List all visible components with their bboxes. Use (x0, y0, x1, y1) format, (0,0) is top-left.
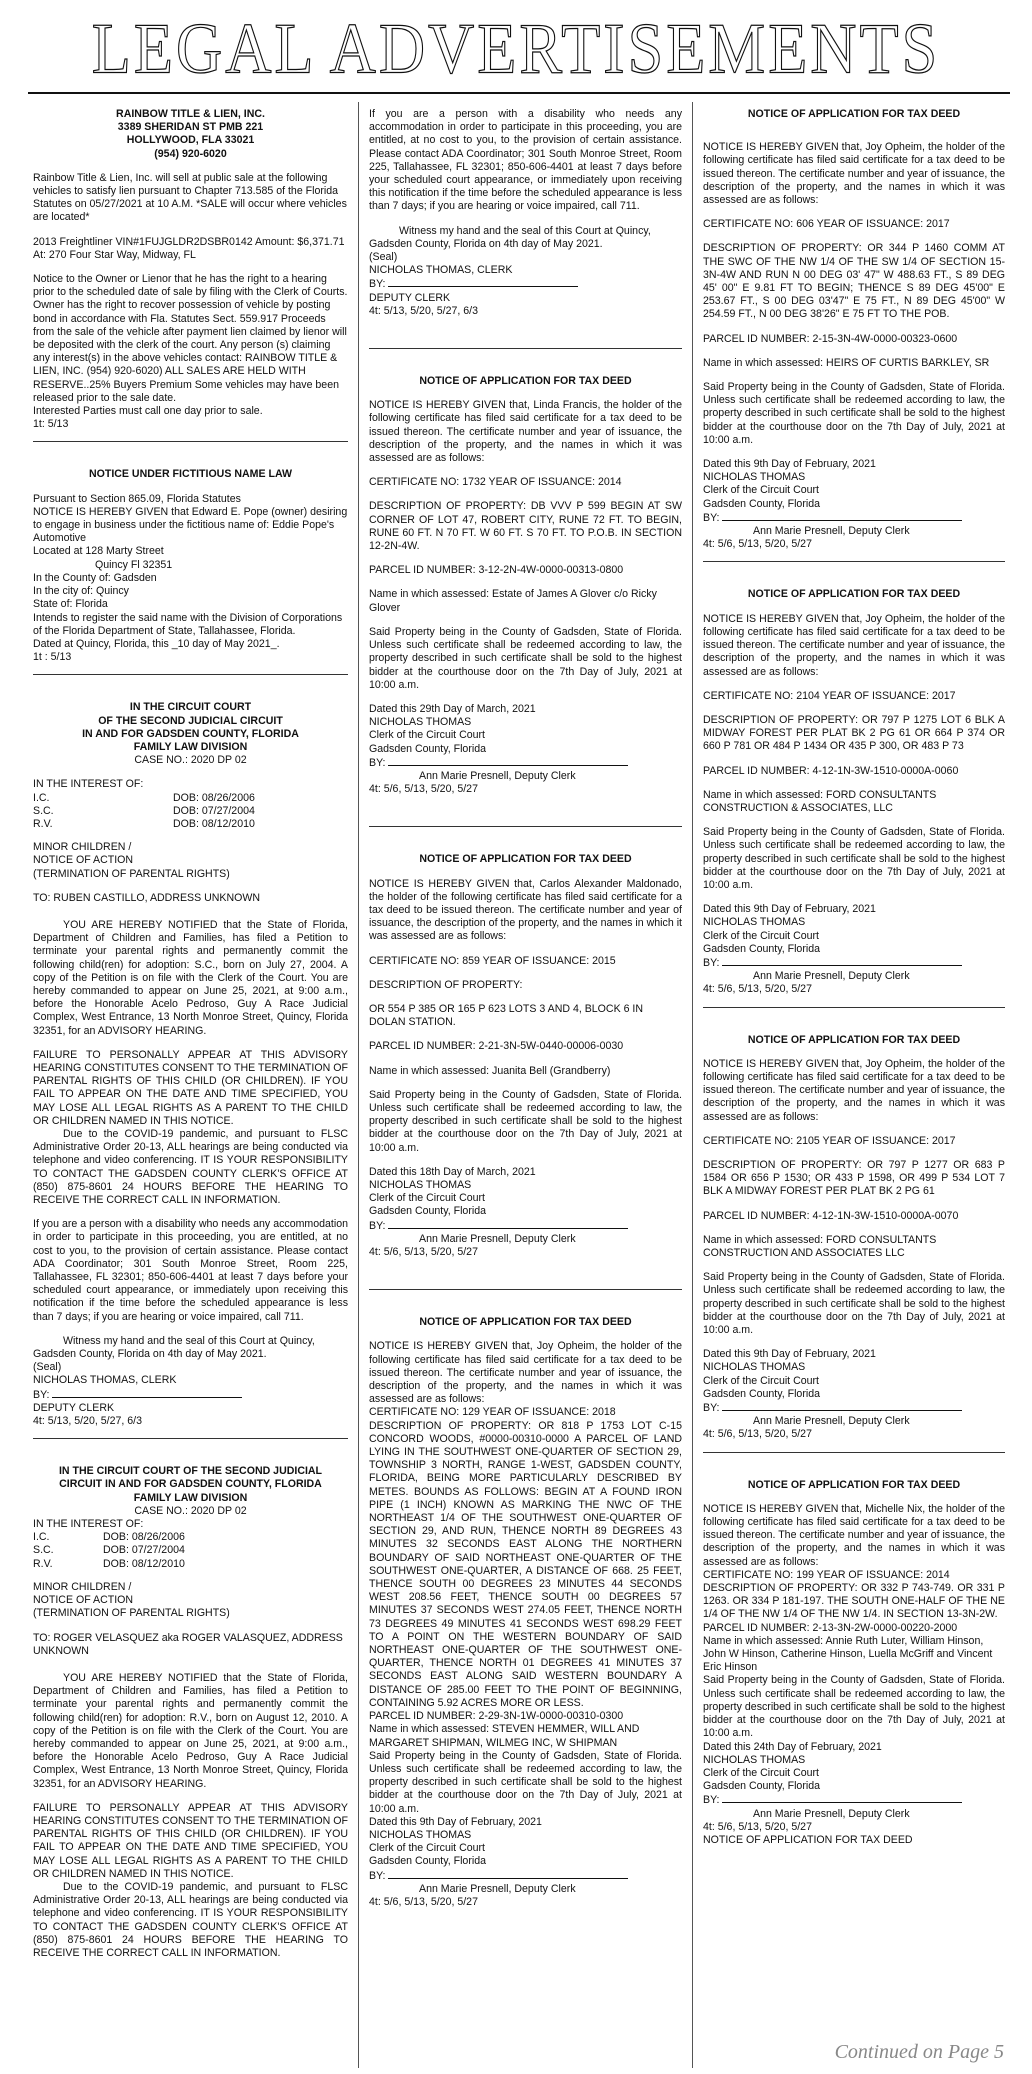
ad-header (33, 108, 348, 161)
clerk-title: Clerk of the Circuit Court (369, 1192, 485, 1205)
column-divider (358, 102, 359, 2068)
ad-text: (Seal) (369, 251, 398, 264)
ad-text: YOU ARE HEREBY NOTIFIED that the State of Florida, Department of Children and Families, has filed a Petition to terminate your parental rights and permanently commit the following child(ren) for adoption: R.V., born on August 12, 2010. A copy of the Petition is on file with the Clerk of the Court. You are hereby commanded to appear on June 25, 2021, at 9:00 a.m., before the Honorable Acelo Pedroso, Guy A Race Judicial Complex, West Entrance, 13 North Monroe Street, Quincy, Florida 32351, for an ADVISORY HEARING. (33, 1671, 348, 1790)
header-line: (954) 920-6020 (154, 147, 227, 160)
property-description: DESCRIPTION OF PROPERTY: OR 797 P 1275 LOT 6 BLK A MIDWAY FOREST PER PLAT BK 2 PG 61 OR 664 P 374 OR 660 P 781 OR 484 P 1434 OR 435 P 300, OR 483 P 73 (703, 713, 1005, 753)
child-initials: R.V. (33, 817, 53, 830)
deputy-clerk: Ann Marie Presnell, Deputy Clerk (753, 970, 910, 983)
run-dates: 4t: 5/6, 5/13, 5/20, 5/27 (703, 983, 812, 996)
ad-text: Due to the COVID-19 pandemic, and pursuant to FLSC Administrative Order 20-13, ALL hearings are being conducted via telephone and video conferencing. IT IS YOUR RESPONSIBILITY TO CONTACT THE GADSDEN COUNTY CLERK'S OFFICE AT (850) 875-8601 24 HOURS BEFORE THE HEARING TO RECEIVE THE CORRECT CALL IN INFORMATION. (33, 1880, 348, 1959)
deputy-clerk: Ann Marie Presnell, Deputy Clerk (753, 1415, 910, 1428)
child-initials: R.V. (33, 1557, 53, 1570)
ad-title: NOTICE OF APPLICATION FOR TAX DEED (419, 1316, 632, 1329)
ad-tax-deed-nix (703, 1479, 1005, 1847)
dated: Dated this 9th Day of February, 2021 (703, 903, 876, 916)
ad-text: NOTICE IS HEREBY GIVEN that, Joy Opheim, the holder of the following certificate has filed said certificate for a tax deed to be issued thereon. The certificate number and year of issuance, the description of the property, and the names in which it was assessed are as follows: (703, 141, 1005, 207)
assessed-name: Name in which assessed: Annie Ruth Luter, William Hinson, John W Hinson, Catherine Hinson, Luella McGriff and Vincent Eric Hinson (703, 1634, 993, 1674)
run-dates: 4t: 5/13, 5/20, 5/27, 6/3 (33, 1415, 142, 1428)
child-dob: DOB: 08/12/2010 (103, 1557, 185, 1570)
ad-text: Witness my hand and the seal of this Court at Quincy, Gadsden County, Florida on 4th day of May 2021. (33, 1334, 315, 1361)
ad-tax-deed-maldonado (369, 853, 682, 1259)
page-title: LEGAL ADVERTISEMENTS (91, 8, 941, 89)
ad-title: NOTICE OF APPLICATION FOR TAX DEED (747, 1033, 961, 1046)
clerk-title: Clerk of the Circuit Court (369, 1842, 485, 1855)
ad-header (33, 701, 348, 754)
ad-text: Said Property being in the County of Gadsden, State of Florida. Unless such certificate shall be redeemed according to law, the property described in such certificate shall be sold to the highest bidder at the courthouse door on the 7th Day of July, 2021 at 10:00 a.m. (369, 1088, 682, 1154)
ad-text: NOTICE IS HEREBY GIVEN that, Joy Opheim, the holder of the following certificate has filed said certificate for a tax deed to be issued thereon. The certificate number and year of issuance, the description of the property, and the names in which it was assessed are as follows: (703, 1057, 1005, 1123)
run-dates: 4t: 5/13, 5/20, 5/27, 6/3 (369, 304, 478, 317)
deputy-clerk: Ann Marie Presnell, Deputy Clerk (419, 769, 576, 782)
parcel-id: PARCEL ID NUMBER: 3-12-2N-4W-0000-00313-0800 (369, 564, 624, 577)
signature-line: BY: (369, 277, 682, 291)
dated: Dated this 29th Day of March, 2021 (369, 702, 536, 715)
signature-line: BY: (703, 1793, 1005, 1807)
ad-text: DEPUTY CLERK (33, 1401, 115, 1414)
clerk-name: NICHOLAS THOMAS (703, 1361, 806, 1374)
parcel-id: PARCEL ID NUMBER: 4-12-1N-3W-1510-0000A-0070 (703, 1209, 959, 1222)
ad-text: Rainbow Title & Lien, Inc. will sell at public sale at the following vehicles to satisfy lien pursuant to Chapter 713.585 of the Florida Statutes on 05/27/2021 at 10 A.M. *SALE will occur where vehicles are located* (33, 171, 347, 224)
signature-line: BY: (703, 511, 1005, 525)
ad-text: Quincy Fl 32351 (95, 558, 173, 571)
ad-text: Notice to the Owner or Lienor that he has the right to a hearing prior to the scheduled date of sale by filing with the Clerk of Courts. Owner has the right to recover possession of vehicle by posting bond in accordance with Fla. Statutes Sect. 559.917 Proceeds from the sale of the vehicle after payment lien claimed by lienor will be deposited with the clerk of the court. Any person (s) claiming any interest(s) in the above vehicles contact: RAINBOW TITLE & LIEN, INC. (954) 920-6020) ALL SALES ARE HELD WITH RESERVE..25% Buyers Premium Some vehicles may have been released prior to the sale date. (33, 273, 348, 404)
run-dates: 1t : 5/13 (33, 651, 72, 664)
parcel-id: PARCEL ID NUMBER: 2-15-3N-4W-0000-00323-0600 (703, 332, 958, 345)
ad-text: NOTICE IS HEREBY GIVEN that, Carlos Alexander Maldonado, the holder of the following certificate has filed said certificate for a tax deed to be issued thereon. The certificate number and year of issuance, the description of the property, and the names in which it was assessed are as follows: (369, 877, 682, 943)
ad-text: Dated at Quincy, Florida, this _10 day of May 2021_. (33, 637, 280, 650)
parcel-id: PARCEL ID NUMBER: 4-12-1N-3W-1510-0000A-0060 (703, 764, 959, 777)
ad-text: If you are a person with a disability who needs any accommodation in order to participate in this proceeding, you are entitled, at no cost to you, to the provision of certain assistance. Please contact ADA Coordinator; 301 South Monroe Street, Room 225, Tallahassee, FL 32301; 850-606-4401 at least 7 days before your scheduled court appearance, or immediately upon receiving this notification if the time before the scheduled appearance is less than 7 days; if you are hearing or voice impaired, call 711. (33, 1218, 348, 1323)
clerk-name: NICHOLAS THOMAS (369, 1178, 472, 1191)
ad-text: NOTICE IS HEREBY GIVEN that, Joy Opheim, the holder of the following certificate has filed said certificate for a tax deed to be issued thereon. The certificate number and year of issuance, the description of the property, and the names in which it was assessed are as follows: (703, 612, 1005, 678)
dated: Dated this 24th Day of February, 2021 (703, 1740, 882, 1753)
child-initials: I.C. (33, 1531, 50, 1544)
header-line: IN AND FOR GADSDEN COUNTY, FLORIDA (82, 727, 299, 740)
property-description: DESCRIPTION OF PROPERTY: OR 797 P 1277 OR 683 P 1584 OR 656 P 1530; OR 433 P 1598, OR 499 P 534 LOT 7 BLK A MIDWAY FOREST PER PLAT BK 2 PG 61 (703, 1158, 1005, 1198)
ad-text: Interested Parties must call one day prior to sale. (33, 405, 263, 418)
ad-text: NICHOLAS THOMAS, CLERK (369, 264, 513, 277)
deputy-clerk: Ann Marie Presnell, Deputy Clerk (419, 1882, 576, 1895)
ad-text: Due to the COVID-19 pandemic, and pursuant to FLSC Administrative Order 20-13, ALL hearings are being conducted via telephone and video conferencing. IT IS YOUR RESPONSIBILITY TO CONTACT THE GADSDEN COUNTY CLERK'S OFFICE AT (850) 875-8601 24 HOURS BEFORE THE HEARING TO RECEIVE THE CORRECT CALL IN INFORMATION. (33, 1128, 348, 1207)
run-dates: 4t: 5/6, 5/13, 5/20, 5/27 (703, 1428, 812, 1441)
child-dob: DOB: 08/12/2010 (173, 817, 255, 830)
clerk-title: Clerk of the Circuit Court (703, 1766, 819, 1779)
clerk-title: Clerk of the Circuit Court (369, 729, 485, 742)
property-description: DESCRIPTION OF PROPERTY: OR 344 P 1460 COMM AT THE SWC OF THE NW 1/4 OF THE SW 1/4 OF SECTION 15-3N-4W AND RUN N 00 DEG 03' 47" W 488.63 FT., S 89 DEG 45' 00" E 9.81 FT TO BEGIN; THENCE S 89 DEG 45'00" E 253.67 FT., S 00 DEG 03'47" E 75 FT., N 89 DEG 45'00" W 254.59 FT., N 00 DEG 38'26" E 75 FT TO THE POB. (703, 242, 1005, 321)
column-divider (692, 102, 693, 2068)
child-row (33, 1558, 348, 1571)
ad-text: In the County of: Gadsden (33, 571, 157, 584)
ad-title: NOTICE OF APPLICATION FOR TAX DEED (419, 853, 632, 866)
parcel-id: PARCEL ID NUMBER: 2-21-3N-5W-0440-00006-0030 (369, 1040, 624, 1053)
ad-text: Said Property being in the County of Gadsden, State of Florida. Unless such certificate shall be redeemed according to law, the property described in such certificate shall be sold to the highest bidder at the courthouse door on the 7th Day of July, 2021 at 10:00 a.m. (369, 1749, 682, 1815)
child-row (33, 1531, 348, 1544)
signature-line: BY: (369, 756, 682, 770)
clerk-name: NICHOLAS THOMAS (703, 916, 806, 929)
certificate-number: CERTIFICATE NO: 859 YEAR OF ISSUANCE: 2015 (369, 954, 616, 967)
child-dob: DOB: 07/27/2004 (173, 804, 255, 817)
certificate-number: CERTIFICATE NO: 2104 YEAR OF ISSUANCE: 2017 (703, 689, 956, 702)
ad-text: MINOR CHILDREN / (33, 1580, 132, 1593)
header-line: 3389 SHERIDAN ST PMB 221 (117, 121, 264, 134)
ad-tax-deed-opheim-129 (369, 1316, 682, 1909)
ad-rainbow-title-lien (33, 108, 348, 431)
signature-line: BY: (703, 956, 1005, 970)
ad-text: Intends to register the said name with the Division of Corporations of the Florida Department of State, Tallahassee, Florida. (33, 611, 343, 637)
header-line: CIRCUIT IN AND FOR GADSDEN COUNTY, FLORIDA (59, 1478, 322, 1491)
clerk-name: NICHOLAS THOMAS (703, 471, 806, 484)
clerk-title: Clerk of the Circuit Court (703, 484, 819, 497)
ad-text: Witness my hand and the seal of this Court at Quincy, Gadsden County, Florida on 4th day of May 2021. (369, 224, 651, 250)
clerk-county: Gadsden County, Florida (369, 1205, 486, 1218)
clerk-county: Gadsden County, Florida (703, 1780, 820, 1793)
signature-line: BY: (33, 1388, 348, 1402)
ad-text: Said Property being in the County of Gadsden, State of Florida. Unless such certificate shall be redeemed according to law, the property described in such certificate shall be sold to the highest bidder at the courthouse door on the 7th Day of July, 2021 at 10:00 a.m. (369, 625, 682, 691)
ad-text: Said Property being in the County of Gadsden, State of Florida. Unless such certificate shall be redeemed according to law, the property described in such certificate shall be sold to the highest bidder at the courthouse door on the 7th Day of July, 2021 at 10:00 a.m. (703, 381, 1005, 446)
clerk-county: Gadsden County, Florida (369, 742, 486, 755)
ad-court-notice-castillo (33, 701, 348, 1428)
ad-separator (703, 1007, 1005, 1008)
deputy-clerk: Ann Marie Presnell, Deputy Clerk (753, 1807, 910, 1820)
assessed-name: Name in which assessed: Juanita Bell (Grandberry) (369, 1064, 611, 1077)
ad-text: FAILURE TO PERSONALLY APPEAR AT THIS ADVISORY HEARING CONSTITUTES CONSENT TO THE TERMINATION OF PARENTAL RIGHTS OF THIS CHILD (OR CHILDREN). IF YOU FAIL TO APPEAR ON THE DATE AND TIME SPECIFIED, YOU MAY LOSE ALL LEGAL RIGHTS AS A PARENT TO THE CHILD OR CHILDREN NAMED IN THIS NOTICE. (33, 1048, 348, 1127)
parcel-id: PARCEL ID NUMBER: 2-13-3N-2W-0000-00220-2000 (703, 1621, 958, 1634)
ad-text: NOTICE IS HEREBY GIVEN that, Joy Opheim, the holder of the following certificate has filed said certificate for a tax deed to be issued thereon. The certificate number and year of issuance, the description of the property, and the names in which it was assessed are as follows: (369, 1340, 682, 1406)
ad-text: 2013 Freightliner VIN#1FUJGLDR2DSBR0142 Amount: $6,371.71 (33, 235, 345, 248)
ad-title: NOTICE OF APPLICATION FOR TAX DEED (747, 108, 961, 120)
masthead (0, 0, 1032, 95)
ad-text: State of: Florida (33, 598, 108, 611)
ad-text: Pursuant to Section 865.09, Florida Statutes (33, 492, 241, 505)
ad-text: DEPUTY CLERK (369, 291, 451, 304)
ad-title: NOTICE OF APPLICATION FOR TAX DEED (419, 375, 632, 388)
ad-recipient: TO: ROGER VELASQUEZ aka ROGER VALASQUEZ, ADDRESS UNKNOWN (33, 1631, 343, 1657)
ad-tax-deed-opheim-2104 (703, 588, 1005, 996)
ad-header (33, 1465, 348, 1505)
dated: Dated this 9th Day of February, 2021 (703, 1348, 876, 1361)
certificate-number: CERTIFICATE NO: 1732 YEAR OF ISSUANCE: 2014 (369, 476, 622, 489)
clerk-title: Clerk of the Circuit Court (703, 1374, 819, 1387)
ad-court-notice-velasquez (33, 1465, 348, 1960)
assessed-name: Name in which assessed: FORD CONSULTANTS CONSTRUCTION & ASSOCIATES, LLC (703, 788, 937, 814)
column-1 (33, 108, 348, 2070)
child-dob: DOB: 08/26/2006 (173, 791, 255, 804)
ad-text: NOTICE OF ACTION (33, 854, 134, 867)
ad-separator (33, 441, 348, 442)
certificate-number: CERTIFICATE NO: 129 YEAR OF ISSUANCE: 2018 (369, 1406, 616, 1419)
header-line: FAMILY LAW DIVISION (133, 1491, 248, 1504)
ad-text: IN THE INTEREST OF: (33, 778, 144, 791)
ad-court-notice-continued (369, 108, 682, 318)
column-2 (369, 108, 682, 2070)
ad-title: NOTICE OF APPLICATION FOR TAX DEED (747, 588, 961, 601)
clerk-name: NICHOLAS THOMAS (369, 716, 472, 729)
dated: Dated this 18th Day of March, 2021 (369, 1165, 536, 1178)
property-description: DESCRIPTION OF PROPERTY: OR 818 P 1753 LOT C-15 CONCORD WOODS, #0000-00310-0000 A PARCEL OF LAND LYING IN THE SOUTHWEST ONE-QUARTER OF SECTION 29, TOWNSHIP 3 NORTH, RANGE 1-WEST, GADSDEN COUNTY, FLORIDA, BEING MORE PARTICULARLY DESCRIBED BY METES. BOUNDS AS FOLLOWS: BEGIN AT A FOUND IRON PIPE (1 INCH) KNOWN AS MARKING THE NWC OF THE NORTHEAST 1/4 OF THE SOUTHWEST ONE-QUARTER OF SECTION 29, AND RUN, THENCE NORTH 89 DEGREES 43 MINUTES 32 SECONDS EAST ALONG THE NORTHERN BOUNDARY OF SAID NORTHEAST ONE-QUARTER OF THE SOUTHWEST ONE-QUARTER, A DISTANCE OF 668. 25 FEET, THENCE SOUTH 00 DEGREES 23 MINUTES 44 SECONDS WEST 208.56 FEET, THENCE SOUTH 00 DEGREES 57 MINUTES 37 SECONDS WEST 274.05 FEET, THENCE NORTH 73 DEGREES 49 MINUTES 41 SECONDS WEST 698.29 FEET TO A POINT ON THE WESTERN BOUNDARY OF SAID NORTHEAST ONE-QUARTER OF THE SOUTHWEST ONE-QUARTER, THENCE NORTH 01 DEGREES 41 MINUTES 37 SECONDS EAST ALONG SAID WESTERN BOUNDARY A DISTANCE OF 285.00 FEET TO THE POINT OF BEGINNING, CONTAINING 5.92 ACRES MORE OR LESS. (369, 1419, 682, 1709)
ad-text: YOU ARE HEREBY NOTIFIED that the State of Florida, Department of Children and Families, has filed a Petition to terminate your parental rights and permanently commit the following child(ren) for adoption: S.C., born on July 27, 2004. A copy of the Petition is on file with the Clerk of the Court. You are hereby commanded to appear on June 25, 2021, at 9:00 a.m., before the Honorable Acelo Pedroso, Guy A Race Judicial Complex, West Entrance, 13 North Monroe Street, Quincy, Florida 32351, for an ADVISORY HEARING. (33, 918, 348, 1037)
run-dates: 4t: 5/6, 5/13, 5/20, 5/27 (703, 538, 812, 551)
ad-text: Said Property being in the County of Gadsden, State of Florida. Unless such certificate shall be redeemed according to law, the property described in such certificate shall be sold to the highest bidder at the courthouse door on the 7th Day of July, 2021 at 10:00 a.m. (703, 1271, 1005, 1337)
ad-text: FAILURE TO PERSONALLY APPEAR AT THIS ADVISORY HEARING CONSTITUTES CONSENT TO THE TERMINATION OF PARENTAL RIGHTS OF THIS CHILD (OR CHILDREN). IF YOU FAIL TO APPEAR ON THE DATE AND TIME SPECIFIED, YOU MAY LOSE ALL LEGAL RIGHTS AS A PARENT TO THE CHILD OR CHILDREN NAMED IN THIS NOTICE. (33, 1801, 348, 1880)
ad-text: MINOR CHILDREN / (33, 841, 132, 854)
ad-text: At: 270 Four Star Way, Midway, FL (33, 248, 196, 261)
ad-title: NOTICE UNDER FICTITIOUS NAME LAW (88, 468, 293, 481)
case-number: CASE NO.: 2020 DP 02 (134, 754, 247, 767)
ad-text: NICHOLAS THOMAS, CLERK (33, 1374, 177, 1387)
ad-title: NOTICE OF APPLICATION FOR TAX DEED (747, 1478, 961, 1491)
header-line: IN THE CIRCUIT COURT OF THE SECOND JUDICIAL (58, 1465, 323, 1478)
parcel-id: PARCEL ID NUMBER: 2-29-3N-1W-0000-00310-0300 (369, 1710, 624, 1723)
ad-tax-deed-francis (369, 375, 682, 796)
header-line: OF THE SECOND JUDICIAL CIRCUIT (98, 714, 283, 727)
child-initials: I.C. (33, 791, 50, 804)
ad-separator (33, 674, 348, 675)
case-number: CASE NO.: 2020 DP 02 (134, 1504, 247, 1517)
deputy-clerk: Ann Marie Presnell, Deputy Clerk (419, 1232, 576, 1245)
assessed-name: Name in which assessed: STEVEN HEMMER, WILL AND MARGARET SHIPMAN, WILMEG INC, W SHIPMAN (369, 1723, 640, 1749)
masthead-rule (28, 92, 1010, 94)
header-line: RAINBOW TITLE & LIEN, INC. (116, 108, 265, 120)
clerk-county: Gadsden County, Florida (703, 942, 820, 955)
ad-tax-deed-opheim-2105 (703, 1034, 1005, 1442)
ad-text: (TERMINATION OF PARENTAL RIGHTS) (33, 1607, 230, 1620)
continued-on-page: Continued on Page 5 (834, 2041, 1004, 2063)
child-row (33, 1544, 348, 1557)
signature-line: BY: (369, 1219, 682, 1233)
child-row (33, 805, 348, 818)
property-description: DESCRIPTION OF PROPERTY: OR 332 P 743-749. OR 331 P 1263. OR 334 P 181-197. THE SOUTH ONE-HALF OF THE NE 1/4 OF THE NW 1/4 OF THE NW 1/4. IN SECTION 13-3N-2W. (703, 1582, 1005, 1621)
ad-text: In the city of: Quincy (33, 585, 129, 598)
certificate-number: CERTIFICATE NO: 2105 YEAR OF ISSUANCE: 2017 (703, 1134, 956, 1147)
clerk-county: Gadsden County, Florida (703, 1387, 820, 1400)
assessed-name: Name in which assessed: HEIRS OF CURTIS BARKLEY, SR (703, 356, 990, 369)
ad-recipient: TO: RUBEN CASTILLO, ADDRESS UNKNOWN (33, 891, 261, 904)
ad-text: NOTICE IS HEREBY GIVEN that, Linda Francis, the holder of the following certificate has filed said certificate for a tax deed to be issued thereon. The certificate number and year of issuance, the description of the property, and the names in which it was assessed are as follows: (369, 399, 682, 465)
ad-text: IN THE INTEREST OF: (33, 1518, 144, 1531)
ad-text: Located at 128 Marty Street (33, 545, 164, 558)
certificate-number: CERTIFICATE NO: 606 YEAR OF ISSUANCE: 2017 (703, 218, 950, 231)
ad-separator (369, 826, 682, 827)
run-dates: 4t: 5/6, 5/13, 5/20, 5/27 (369, 1246, 478, 1258)
ad-text: (TERMINATION OF PARENTAL RIGHTS) (33, 867, 230, 880)
ad-fictitious-name (33, 468, 348, 664)
deputy-clerk: Ann Marie Presnell, Deputy Clerk (753, 525, 910, 538)
signature-line: BY: (703, 1401, 1005, 1415)
property-description: OR 554 P 385 OR 165 P 623 LOTS 3 AND 4, BLOCK 6 IN DOLAN STATION. (369, 1002, 644, 1029)
child-dob: DOB: 08/26/2006 (103, 1531, 185, 1544)
ad-text: Said Property being in the County of Gadsden, State of Florida. Unless such certificate shall be redeemed according to law, the property described in such certificate shall be sold to the highest bidder at the courthouse door on the 7th Day of July, 2021 at 10:00 a.m. (703, 1674, 1005, 1740)
child-row (33, 792, 348, 805)
header-line: HOLLYWOOD, FLA 33021 (126, 134, 255, 147)
clerk-title: Clerk of the Circuit Court (703, 929, 819, 942)
dated: Dated this 9th Day of February, 2021 (369, 1815, 542, 1828)
ad-text: NOTICE IS HEREBY GIVEN that, Michelle Nix, the holder of the following certificate has filed said certificate for a tax deed to be issued thereon. The certificate number and year of issuance, the description of the property, and the names in which it was assessed are as follows: (703, 1502, 1005, 1568)
signature-line: BY: (369, 1869, 682, 1883)
ad-separator (33, 1438, 348, 1439)
column-3 (703, 108, 1005, 2070)
clerk-county: Gadsden County, Florida (369, 1855, 486, 1868)
child-initials: S.C. (33, 1544, 54, 1557)
next-ad-title: NOTICE OF APPLICATION FOR TAX DEED (703, 1833, 913, 1846)
ad-tax-deed-opheim-606 (703, 108, 1005, 551)
run-dates: 4t: 5/6, 5/13, 5/20, 5/27 (369, 783, 478, 796)
assessed-name: Name in which assessed: Estate of James A Glover c/o Ricky Glover (369, 588, 657, 614)
child-initials: S.C. (33, 804, 54, 817)
run-dates: 4t: 5/6, 5/13, 5/20, 5/27 (703, 1820, 812, 1833)
header-line: FAMILY LAW DIVISION (133, 740, 248, 753)
ad-separator (369, 348, 682, 349)
property-description-label: DESCRIPTION OF PROPERTY: (369, 978, 523, 991)
clerk-name: NICHOLAS THOMAS (369, 1828, 472, 1841)
assessed-name: Name in which assessed: FORD CONSULTANTS CONSTRUCTION AND ASSOCIATES LLC (703, 1233, 937, 1259)
certificate-number: CERTIFICATE NO: 199 YEAR OF ISSUANCE: 2014 (703, 1568, 950, 1581)
ad-separator (369, 1289, 682, 1290)
ad-text: (Seal) (33, 1361, 62, 1374)
ad-separator (703, 1452, 1005, 1453)
child-row (33, 818, 348, 831)
run-dates: 1t: 5/13 (33, 418, 69, 431)
run-dates: 4t: 5/6, 5/13, 5/20, 5/27 (369, 1895, 478, 1908)
ad-text: NOTICE IS HEREBY GIVEN that Edward E. Pope (owner) desiring to engage in business under the fictitious name of: Eddie Pope's Automotive (33, 505, 348, 545)
child-dob: DOB: 07/27/2004 (103, 1544, 185, 1557)
ad-text: Said Property being in the County of Gadsden, State of Florida. Unless such certificate shall be redeemed according to law, the property described in such certificate shall be sold to the highest bidder at the courthouse door on the 7th Day of July, 2021 at 10:00 a.m. (703, 826, 1005, 891)
clerk-name: NICHOLAS THOMAS (703, 1753, 806, 1766)
clerk-county: Gadsden County, Florida (703, 497, 820, 510)
header-line: IN THE CIRCUIT COURT (129, 701, 252, 714)
dated: Dated this 9th Day of February, 2021 (703, 458, 876, 471)
ad-text: NOTICE OF ACTION (33, 1594, 134, 1607)
property-description: DESCRIPTION OF PROPERTY: DB VVV P 599 BEGIN AT SW CORNER OF LOT 47, ROBERT CITY, RUNE 72 FT. TO BEGIN, RUNE 60 FT. N 70 FT. W 60 FT. S 70 FT. TO P.O.B. IN SECTION 12-2N-4W. (369, 500, 682, 553)
ad-text: If you are a person with a disability who needs any accommodation in order to participate in this proceeding, you are entitled, at no cost to you, to the provision of certain assistance. Please contact ADA Coordinator; 301 South Monroe Street, Room 225, Tallahassee, FL 32301; 850-606-4401 at least 7 days before your scheduled court appearance, or immediately upon receiving this notification if the time before the scheduled appearance is less than 7 days; if you are hearing or voice impaired, call 711. (369, 108, 682, 213)
ad-separator (703, 561, 1005, 562)
